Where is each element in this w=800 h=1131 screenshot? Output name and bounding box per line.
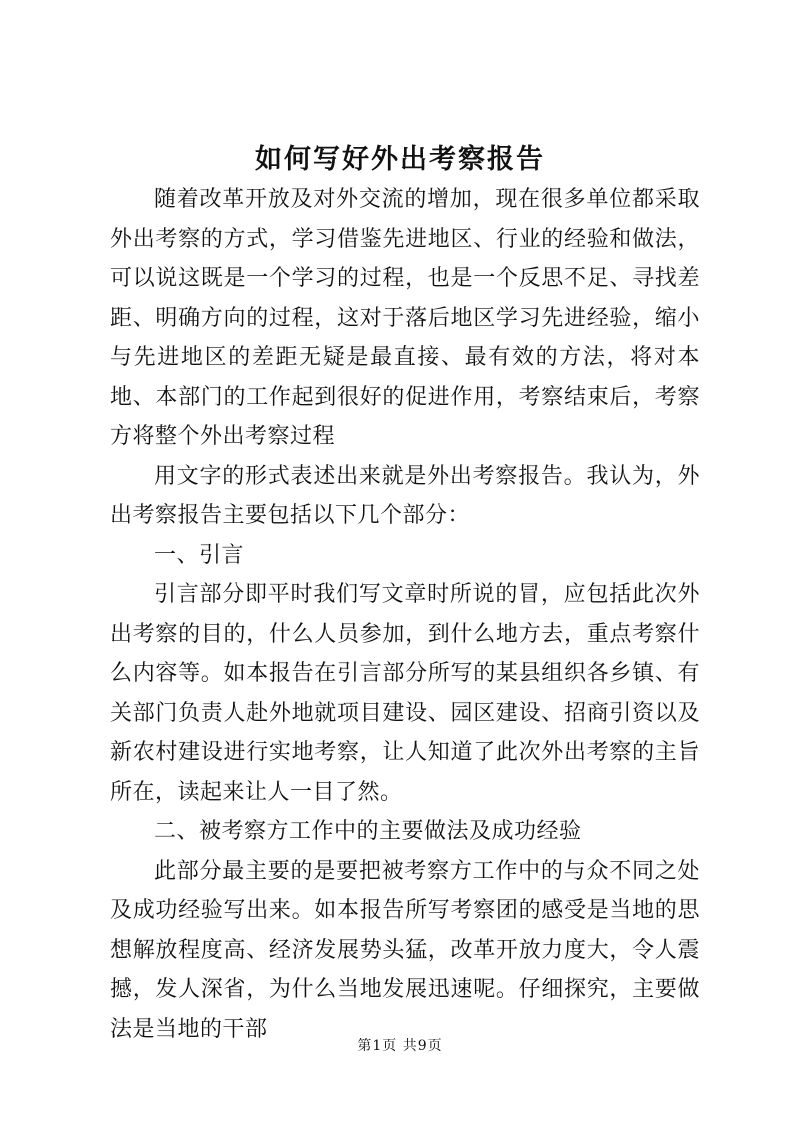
paragraph-overview: 用文字的形式表述出来就是外出考察报告。我认为，外出考察报告主要包括以下几个部分： <box>110 463 700 528</box>
section-heading-practices: 二、被考察方工作中的主要做法及成功经验 <box>154 819 582 844</box>
paragraph-intro: 随着改革开放及对外交流的增加，现在很多单位都采取外出考察的方式，学习借鉴先进地区、行业的经验和做法，可以说这既是一个学习的过程，也是一个反思不足、寻找差距、明确方向的过程，这对于落后地区学习先进经验，缩小与先进地区的差距无疑是最直接、最有效的方法，将对本地、本部门的工作起到很好的促进作用，考察结束后，考察方将整个外出考察过程 <box>110 187 700 449</box>
document-body <box>110 180 700 1049</box>
document-title: 如何写好外出考察报告 <box>255 144 545 175</box>
paragraph-introduction: 引言部分即平时我们写文章时所说的冒，应包括此次外出考察的目的，什么人员参加，到什么地方去，重点考察什么内容等。如本报告在引言部分所写的某县组织各乡镇、有关部门负责人赴外地就项目建设、园区建设、招商引资以及新农村建设进行实地考察，让人知道了此次外出考察的主旨所在，读起来让人一目了然。 <box>110 582 700 805</box>
paragraph-practices: 此部分最主要的是要把被考察方工作中的与众不同之处及成功经验写出来。如本报告所写考察团的感受是当地的思想解放程度高、经济发展势头猛，改革开放力度大，令人震撼，发人深省，为什么当地发展迅速呢。仔细探究，主要做法是当地的干部 <box>110 858 700 1042</box>
section-heading-introduction: 一、引言 <box>154 542 245 568</box>
page-number-footer: 第1页 共9页 <box>357 1038 443 1054</box>
